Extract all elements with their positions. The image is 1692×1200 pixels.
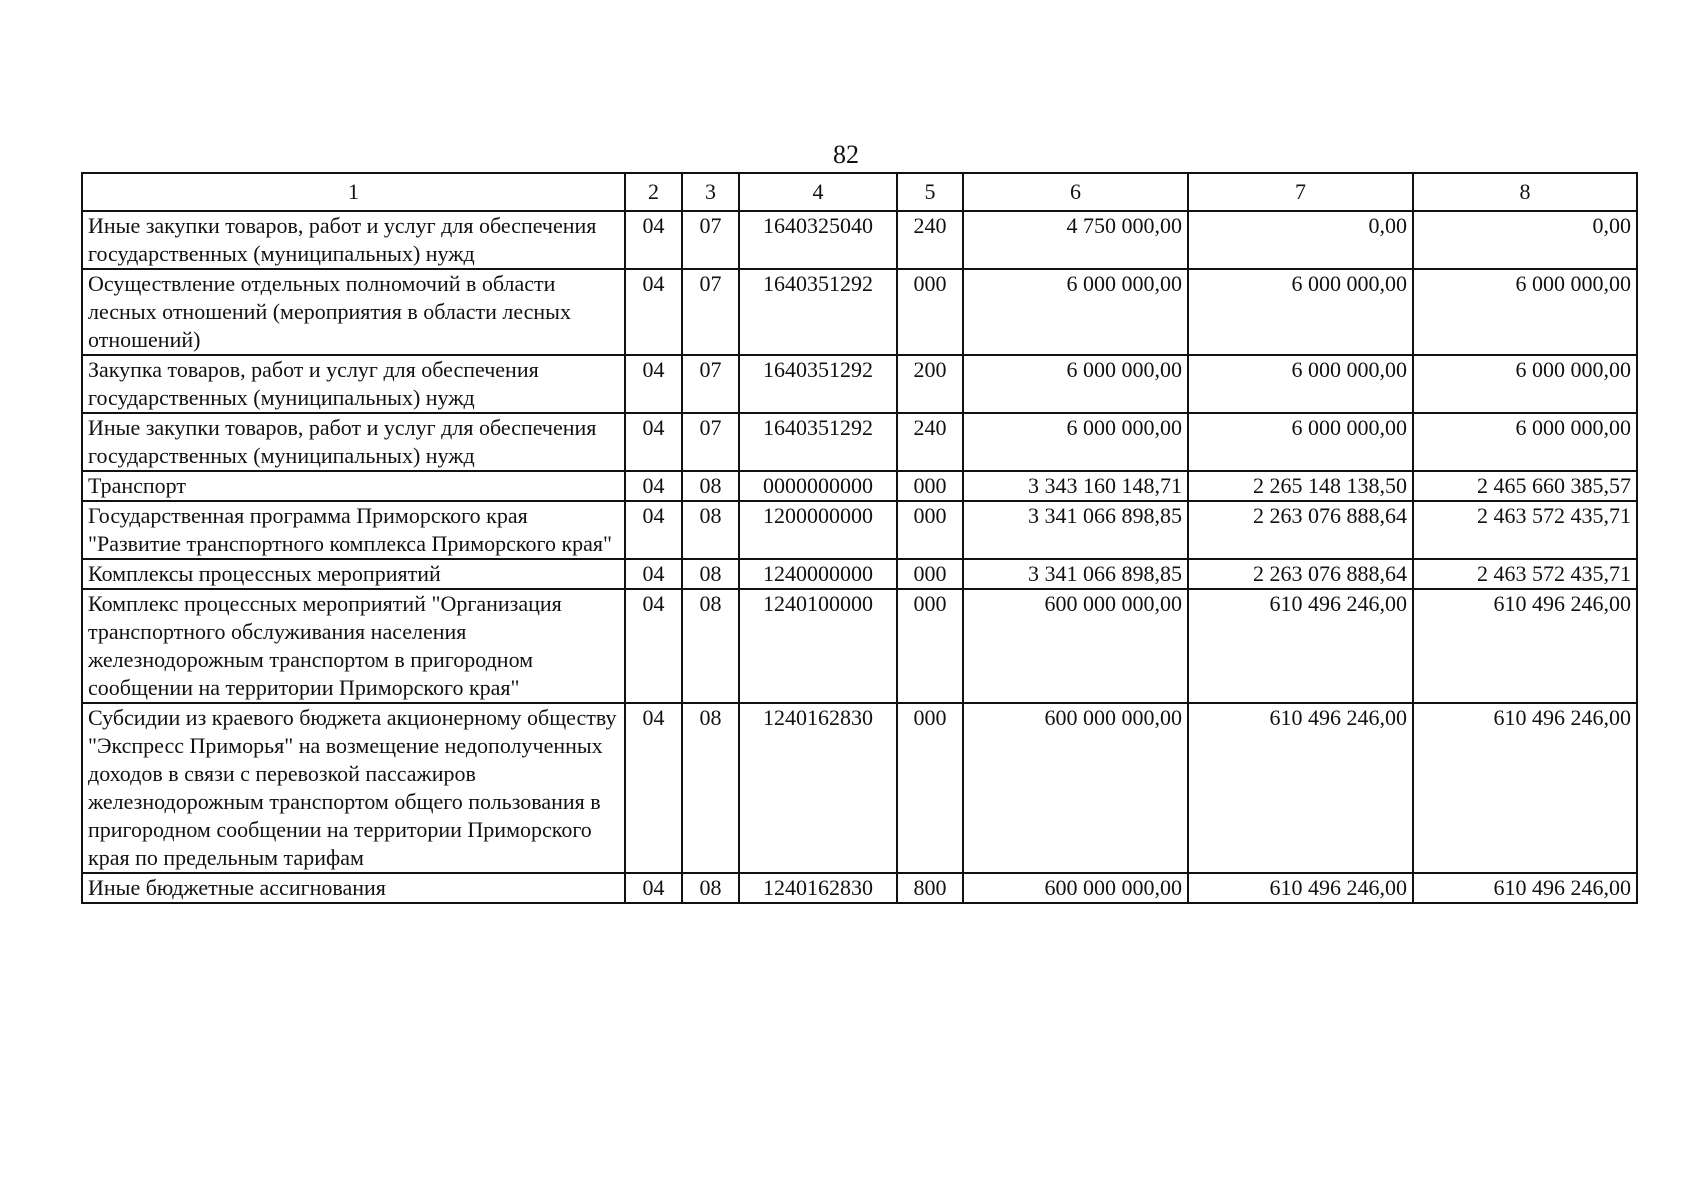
amount-col-7: 610 496 246,00 (1188, 589, 1413, 703)
header-row (82, 173, 1637, 211)
amount-col-8: 610 496 246,00 (1413, 589, 1637, 703)
amount-col-6: 3 341 066 898,85 (963, 559, 1188, 589)
amount-col-6: 6 000 000,00 (963, 413, 1188, 471)
page-number: 82 (833, 140, 859, 169)
row-name: Государственная программа Приморского края "Развитие транспортного комплекса Приморского края" (82, 501, 625, 559)
subsection-code: 08 (682, 501, 739, 559)
target-article-code: 1640351292 (739, 355, 897, 413)
expense-type-code: 240 (897, 413, 963, 471)
column-header-6: 6 (963, 173, 1188, 211)
section-code: 04 (625, 211, 682, 269)
row-name: Транспорт (82, 471, 625, 501)
target-article-code: 1240100000 (739, 589, 897, 703)
amount-col-8: 6 000 000,00 (1413, 413, 1637, 471)
section-code: 04 (625, 269, 682, 355)
amount-col-8: 610 496 246,00 (1413, 703, 1637, 873)
amount-col-8: 0,00 (1413, 211, 1637, 269)
section-code: 04 (625, 413, 682, 471)
subsection-code: 08 (682, 559, 739, 589)
target-article-code: 1640351292 (739, 269, 897, 355)
amount-col-7: 0,00 (1188, 211, 1413, 269)
section-code: 04 (625, 471, 682, 501)
budget-table (81, 172, 1638, 904)
expense-type-code: 000 (897, 501, 963, 559)
amount-col-8: 6 000 000,00 (1413, 269, 1637, 355)
amount-col-7: 6 000 000,00 (1188, 355, 1413, 413)
expense-type-code: 000 (897, 269, 963, 355)
target-article-code: 1640325040 (739, 211, 897, 269)
subsection-code: 08 (682, 703, 739, 873)
amount-col-8: 2 463 572 435,71 (1413, 501, 1637, 559)
column-header-3: 3 (682, 173, 739, 211)
expense-type-code: 000 (897, 559, 963, 589)
target-article-code: 1640351292 (739, 413, 897, 471)
amount-col-7: 2 265 148 138,50 (1188, 471, 1413, 501)
amount-col-7: 2 263 076 888,64 (1188, 501, 1413, 559)
expense-type-code: 800 (897, 873, 963, 903)
subsection-code: 07 (682, 355, 739, 413)
table-row (82, 559, 1637, 589)
table-row (82, 501, 1637, 559)
row-name: Комплекс процессных мероприятий "Организация транспортного обслуживания населения железнодорожным транспортом в пригородном сообщении на территории Приморского края" (82, 589, 625, 703)
expense-type-code: 200 (897, 355, 963, 413)
amount-col-8: 2 465 660 385,57 (1413, 471, 1637, 501)
target-article-code: 1240162830 (739, 873, 897, 903)
subsection-code: 07 (682, 211, 739, 269)
row-name: Иные бюджетные ассигнования (82, 873, 625, 903)
target-article-code: 0000000000 (739, 471, 897, 501)
amount-col-6: 600 000 000,00 (963, 873, 1188, 903)
section-code: 04 (625, 703, 682, 873)
amount-col-8: 2 463 572 435,71 (1413, 559, 1637, 589)
amount-col-7: 610 496 246,00 (1188, 873, 1413, 903)
subsection-code: 08 (682, 471, 739, 501)
table-row (82, 355, 1637, 413)
amount-col-8: 610 496 246,00 (1413, 873, 1637, 903)
amount-col-6: 3 343 160 148,71 (963, 471, 1188, 501)
column-header-1: 1 (82, 173, 625, 211)
column-header-7: 7 (1188, 173, 1413, 211)
section-code: 04 (625, 873, 682, 903)
section-code: 04 (625, 589, 682, 703)
subsection-code: 07 (682, 269, 739, 355)
table-row (82, 589, 1637, 703)
amount-col-7: 6 000 000,00 (1188, 413, 1413, 471)
subsection-code: 08 (682, 873, 739, 903)
row-name: Иные закупки товаров, работ и услуг для обеспечения государственных (муниципальных) нужд (82, 211, 625, 269)
row-name: Осуществление отдельных полномочий в области лесных отношений (мероприятия в области лесных отношений) (82, 269, 625, 355)
expense-type-code: 000 (897, 471, 963, 501)
table-row (82, 211, 1637, 269)
amount-col-7: 2 263 076 888,64 (1188, 559, 1413, 589)
row-name: Иные закупки товаров, работ и услуг для обеспечения государственных (муниципальных) нужд (82, 413, 625, 471)
expense-type-code: 000 (897, 589, 963, 703)
amount-col-6: 4 750 000,00 (963, 211, 1188, 269)
row-name: Субсидии из краевого бюджета акционерному обществу "Экспресс Приморья" на возмещение недополученных доходов в связи с перевозкой пассажиров железнодорожным транспортом общего пользования в пригородном сообщении на территории Приморского края по предельным тарифам (82, 703, 625, 873)
table-row (82, 703, 1637, 873)
table-row (82, 269, 1637, 355)
subsection-code: 07 (682, 413, 739, 471)
row-name: Комплексы процессных мероприятий (82, 559, 625, 589)
amount-col-6: 3 341 066 898,85 (963, 501, 1188, 559)
table-row (82, 413, 1637, 471)
target-article-code: 1240000000 (739, 559, 897, 589)
amount-col-6: 6 000 000,00 (963, 269, 1188, 355)
column-header-2: 2 (625, 173, 682, 211)
table-row (82, 471, 1637, 501)
amount-col-7: 6 000 000,00 (1188, 269, 1413, 355)
amount-col-7: 610 496 246,00 (1188, 703, 1413, 873)
section-code: 04 (625, 501, 682, 559)
amount-col-6: 6 000 000,00 (963, 355, 1188, 413)
expense-type-code: 240 (897, 211, 963, 269)
target-article-code: 1240162830 (739, 703, 897, 873)
section-code: 04 (625, 355, 682, 413)
target-article-code: 1200000000 (739, 501, 897, 559)
amount-col-6: 600 000 000,00 (963, 703, 1188, 873)
table-row (82, 873, 1637, 903)
amount-col-6: 600 000 000,00 (963, 589, 1188, 703)
column-header-5: 5 (897, 173, 963, 211)
subsection-code: 08 (682, 589, 739, 703)
row-name: Закупка товаров, работ и услуг для обеспечения государственных (муниципальных) нужд (82, 355, 625, 413)
amount-col-8: 6 000 000,00 (1413, 355, 1637, 413)
section-code: 04 (625, 559, 682, 589)
column-header-4: 4 (739, 173, 897, 211)
expense-type-code: 000 (897, 703, 963, 873)
column-header-8: 8 (1413, 173, 1637, 211)
